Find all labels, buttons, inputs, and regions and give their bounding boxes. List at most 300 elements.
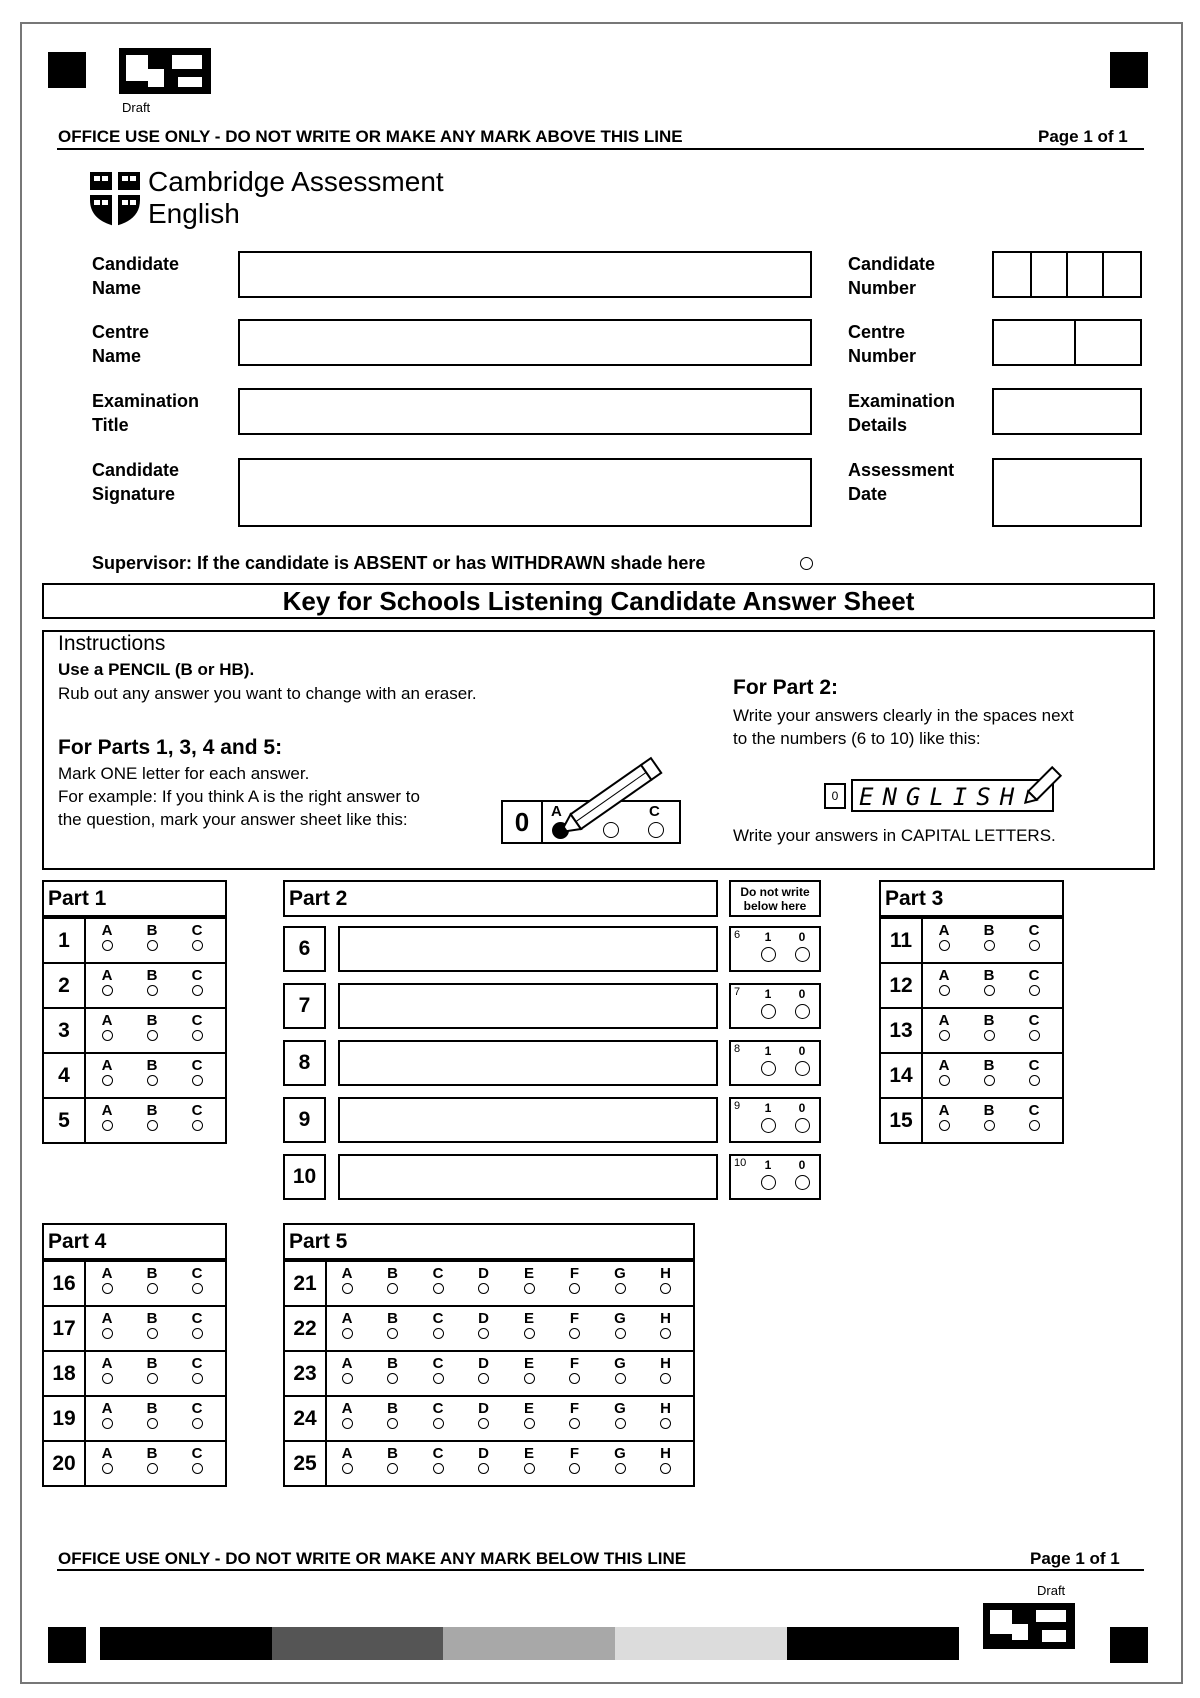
part5-option-bubble[interactable] (524, 1463, 535, 1474)
part5-option-letter: D (478, 1400, 489, 1417)
part2-marker-number: 9 (734, 1100, 741, 1112)
part5-option-bubble[interactable] (660, 1418, 671, 1429)
part1-option-bubble[interactable] (147, 1030, 158, 1041)
part5-option-bubble[interactable] (569, 1328, 580, 1339)
part4-option-bubble[interactable] (147, 1328, 158, 1339)
part3-option-bubble[interactable] (1029, 940, 1040, 951)
part1-option-bubble[interactable] (147, 940, 158, 951)
part5-option-d[interactable] (475, 1401, 493, 1432)
part5-option-e[interactable] (520, 1311, 538, 1342)
part5-option-bubble[interactable] (387, 1418, 398, 1429)
part1-question-number: 4 (44, 1054, 86, 1097)
part2-mark-label: 0 (798, 1101, 806, 1115)
draft-label-top: Draft (122, 100, 151, 115)
part3-option-c[interactable] (1025, 1103, 1043, 1134)
part4-option-bubble[interactable] (147, 1418, 158, 1429)
part2-mark-bubble (795, 1118, 810, 1133)
part4-option-bubble[interactable] (192, 1328, 203, 1339)
part3-option-b[interactable] (980, 923, 998, 954)
part5-option-bubble[interactable] (524, 1373, 535, 1384)
pencil-icon (548, 752, 674, 842)
part5-option-letter: D (478, 1445, 489, 1462)
part4-option-a[interactable] (98, 1401, 116, 1432)
part1-option-bubble[interactable] (102, 1120, 113, 1131)
part4-option-bubble[interactable] (192, 1373, 203, 1384)
part3-option-b[interactable] (980, 968, 998, 999)
part5-option-g[interactable] (611, 1401, 629, 1432)
part5-option-letter: A (341, 1265, 353, 1282)
assessment-date-field[interactable] (992, 458, 1142, 527)
draft-label-bottom: Draft (1037, 1583, 1066, 1598)
part1-question-row (42, 1097, 227, 1144)
part5-option-b[interactable] (384, 1356, 402, 1387)
part5-option-e[interactable] (520, 1446, 538, 1477)
part4-option-b[interactable] (143, 1356, 161, 1387)
examination-details-field[interactable] (992, 388, 1142, 435)
part3-option-a[interactable] (935, 1103, 953, 1134)
part3-option-c[interactable] (1025, 968, 1043, 999)
part1-option-bubble[interactable] (147, 1075, 158, 1086)
part2-mark-0 (793, 931, 811, 964)
part5-option-f[interactable] (566, 1266, 584, 1297)
part5-option-bubble[interactable] (524, 1283, 535, 1294)
part5-option-c[interactable] (429, 1356, 447, 1387)
part5-option-bubble[interactable] (433, 1328, 444, 1339)
candidate-name-field[interactable] (238, 251, 812, 298)
part5-option-b[interactable] (384, 1311, 402, 1342)
part3-option-bubble[interactable] (939, 1030, 950, 1041)
part2-heading: For Part 2: (733, 676, 839, 699)
part2-mark-bubble (795, 1004, 810, 1019)
part4-option-b[interactable] (143, 1446, 161, 1477)
part2-marker-box (729, 1097, 821, 1143)
part3-question-row (879, 962, 1064, 1009)
part5-title: Part 5 (283, 1223, 695, 1260)
part4-option-bubble[interactable] (102, 1463, 113, 1474)
part5-option-letter: E (523, 1310, 534, 1327)
part2-question-number: 10 (283, 1154, 326, 1200)
part3-option-b[interactable] (980, 1013, 998, 1044)
part4-question-number: 20 (44, 1442, 86, 1485)
part4-option-letter: B (146, 1265, 158, 1282)
part1-option-bubble[interactable] (192, 1075, 203, 1086)
part1-option-c[interactable] (188, 1013, 206, 1044)
part1-option-letter: B (146, 1102, 158, 1119)
part1-option-a[interactable] (98, 923, 116, 954)
part1-question-row (42, 1052, 227, 1099)
part5-option-d[interactable] (475, 1311, 493, 1342)
part5-option-h[interactable] (657, 1401, 675, 1432)
registration-mark-top-right (1110, 52, 1148, 88)
candidate-number-field[interactable] (992, 251, 1142, 298)
part1-option-bubble[interactable] (102, 1030, 113, 1041)
part1-option-bubble[interactable] (102, 985, 113, 996)
part3-option-letter: B (983, 967, 995, 984)
part1-option-c[interactable] (188, 968, 206, 999)
part1-option-a[interactable] (98, 968, 116, 999)
part2-mark-bubble (795, 1061, 810, 1076)
part5-option-bubble[interactable] (387, 1463, 398, 1474)
part5-option-e[interactable] (520, 1266, 538, 1297)
part5-option-b[interactable] (384, 1446, 402, 1477)
part2-marker-box (729, 1154, 821, 1200)
part1-option-bubble[interactable] (192, 940, 203, 951)
part1-option-c[interactable] (188, 1103, 206, 1134)
part5-option-bubble[interactable] (433, 1418, 444, 1429)
part5-option-bubble[interactable] (660, 1283, 671, 1294)
part3-option-a[interactable] (935, 1013, 953, 1044)
part3-option-bubble[interactable] (984, 1030, 995, 1041)
part4-option-a[interactable] (98, 1356, 116, 1387)
candidate-name-label: Candidate Name (92, 254, 180, 298)
part5-option-bubble[interactable] (478, 1418, 489, 1429)
part3-option-letter: A (938, 1012, 950, 1029)
part4-option-letter: A (101, 1265, 113, 1282)
part1-option-a[interactable] (98, 1058, 116, 1089)
part5-option-bubble[interactable] (660, 1463, 671, 1474)
part4-option-letter: B (146, 1355, 158, 1372)
part1-option-b[interactable] (143, 923, 161, 954)
part1-option-letter: C (191, 967, 203, 984)
part1-question-number: 3 (44, 1009, 86, 1052)
part3-option-letter: C (1028, 967, 1040, 984)
part5-option-b[interactable] (384, 1266, 402, 1297)
part5-option-bubble[interactable] (387, 1283, 398, 1294)
part5-option-a[interactable] (338, 1401, 356, 1432)
part5-option-bubble[interactable] (569, 1418, 580, 1429)
part3-option-b[interactable] (980, 1058, 998, 1089)
part2-answer-field[interactable] (338, 1040, 718, 1086)
part5-option-letter: F (569, 1310, 580, 1327)
part5-option-bubble[interactable] (615, 1463, 626, 1474)
part4-option-a[interactable] (98, 1311, 116, 1342)
part1-option-bubble[interactable] (192, 1120, 203, 1131)
part4-option-bubble[interactable] (192, 1418, 203, 1429)
part5-option-e[interactable] (520, 1356, 538, 1387)
part3-option-letter: A (938, 922, 950, 939)
part4-question-number: 17 (44, 1307, 86, 1350)
part2-answer-field[interactable] (338, 1154, 718, 1200)
part1-option-letter: C (191, 922, 203, 939)
part1-option-a[interactable] (98, 1103, 116, 1134)
part4-question-row (42, 1260, 227, 1307)
part5-option-f[interactable] (566, 1446, 584, 1477)
candidate-signature-field[interactable] (238, 458, 812, 527)
part4-option-bubble[interactable] (102, 1418, 113, 1429)
part5-option-bubble[interactable] (524, 1418, 535, 1429)
supervisor-instruction: Supervisor: If the candidate is ABSENT or has WITHDRAWN shade here (92, 553, 706, 573)
part3-option-bubble[interactable] (984, 940, 995, 951)
part5-option-b[interactable] (384, 1401, 402, 1432)
part5-option-bubble[interactable] (569, 1373, 580, 1384)
part5-option-f[interactable] (566, 1311, 584, 1342)
part2-mark-bubble (761, 947, 776, 962)
part5-option-a[interactable] (338, 1311, 356, 1342)
part2-mark-bubble (761, 1061, 776, 1076)
part3-option-a[interactable] (935, 968, 953, 999)
part5-option-letter: C (432, 1310, 444, 1327)
part5-option-c[interactable] (429, 1401, 447, 1432)
centre-name-field[interactable] (238, 319, 812, 366)
part5-option-bubble[interactable] (433, 1373, 444, 1384)
part1-option-bubble[interactable] (102, 1075, 113, 1086)
part5-option-bubble[interactable] (342, 1418, 353, 1429)
part5-question-row (283, 1395, 695, 1442)
part2-mark-label: 0 (798, 930, 806, 944)
part4-question-number: 16 (44, 1262, 86, 1305)
sheet-title: Key for Schools Listening Candidate Answer Sheet (282, 586, 915, 616)
part5-option-bubble[interactable] (569, 1283, 580, 1294)
part3-option-bubble[interactable] (1029, 1075, 1040, 1086)
part3-option-c[interactable] (1025, 1013, 1043, 1044)
part5-option-g[interactable] (611, 1266, 629, 1297)
part4-option-bubble[interactable] (102, 1283, 113, 1294)
centre-name-label: Centre Name (92, 322, 150, 366)
part5-option-e[interactable] (520, 1401, 538, 1432)
part5-option-bubble[interactable] (524, 1328, 535, 1339)
candidate-signature-label: Candidate Signature (92, 460, 180, 504)
part5-option-letter: G (614, 1310, 626, 1327)
part4-option-c[interactable] (188, 1446, 206, 1477)
logo-line-1: Cambridge Assessment (148, 166, 444, 197)
part5-option-bubble[interactable] (342, 1328, 353, 1339)
part1-option-bubble[interactable] (147, 985, 158, 996)
part5-option-bubble[interactable] (478, 1283, 489, 1294)
part4-option-c[interactable] (188, 1311, 206, 1342)
calibration-bar-light-grey (615, 1627, 787, 1660)
part3-option-a[interactable] (935, 923, 953, 954)
part3-option-bubble[interactable] (984, 985, 995, 996)
part5-option-bubble[interactable] (387, 1373, 398, 1384)
part2-mark-bubble (761, 1175, 776, 1190)
part5-option-bubble[interactable] (615, 1328, 626, 1339)
part2-line2: to the numbers (6 to 10) like this: (733, 729, 981, 748)
part4-option-c[interactable] (188, 1401, 206, 1432)
part5-option-c[interactable] (429, 1311, 447, 1342)
part3-title: Part 3 (879, 880, 1064, 917)
part3-question-row (879, 1007, 1064, 1054)
part2-mark-label: 1 (764, 987, 772, 1001)
part5-option-bubble[interactable] (660, 1328, 671, 1339)
part2-mark-0 (793, 988, 811, 1021)
part5-option-letter: F (569, 1400, 580, 1417)
part2-answer-field[interactable] (338, 926, 718, 972)
part3-option-c[interactable] (1025, 923, 1043, 954)
part2-mark-bubble (795, 1175, 810, 1190)
part4-option-a[interactable] (98, 1446, 116, 1477)
part2-answer-field[interactable] (338, 983, 718, 1029)
part5-option-bubble[interactable] (433, 1463, 444, 1474)
part1-option-b[interactable] (143, 1013, 161, 1044)
part3-option-letter: B (983, 1012, 995, 1029)
part5-question-number: 22 (285, 1307, 327, 1350)
part3-option-letter: A (938, 967, 950, 984)
part5-option-bubble[interactable] (615, 1418, 626, 1429)
part1-option-b[interactable] (143, 968, 161, 999)
part2-mark-bubble (761, 1118, 776, 1133)
part4-option-bubble[interactable] (192, 1463, 203, 1474)
part5-option-bubble[interactable] (615, 1373, 626, 1384)
office-use-top: OFFICE USE ONLY - DO NOT WRITE OR MAKE ANY MARK ABOVE THIS LINE (58, 127, 683, 146)
part4-option-bubble[interactable] (102, 1328, 113, 1339)
calibration-bar-black (100, 1627, 272, 1660)
part4-option-a[interactable] (98, 1266, 116, 1297)
part3-option-b[interactable] (980, 1103, 998, 1134)
part5-option-bubble[interactable] (342, 1283, 353, 1294)
part5-option-letter: D (478, 1265, 489, 1282)
part5-option-bubble[interactable] (342, 1463, 353, 1474)
part2-mark-bubble (761, 1004, 776, 1019)
part5-option-a[interactable] (338, 1446, 356, 1477)
part5-option-letter: E (523, 1445, 534, 1462)
part5-option-letter: F (569, 1445, 580, 1462)
part3-option-letter: A (938, 1057, 950, 1074)
part5-option-h[interactable] (657, 1266, 675, 1297)
part3-option-bubble[interactable] (1029, 1030, 1040, 1041)
part3-option-bubble[interactable] (1029, 1120, 1040, 1131)
part1-question-row (42, 917, 227, 964)
part4-option-letter: C (191, 1445, 203, 1462)
centre-number-field[interactable] (992, 319, 1142, 366)
part5-option-a[interactable] (338, 1266, 356, 1297)
part2-answer-field[interactable] (338, 1097, 718, 1143)
part3-question-row (879, 1097, 1064, 1144)
part2-line1: Write your answers clearly in the spaces next (733, 706, 1074, 725)
part3-option-letter: C (1028, 1012, 1040, 1029)
part4-option-b[interactable] (143, 1401, 161, 1432)
part5-option-g[interactable] (611, 1446, 629, 1477)
part4-option-bubble[interactable] (147, 1373, 158, 1384)
absent-bubble[interactable] (800, 557, 813, 570)
part1-option-letter: A (101, 922, 113, 939)
part5-option-letter: F (569, 1265, 580, 1282)
part3-option-letter: C (1028, 1057, 1040, 1074)
part3-question-number: 12 (881, 964, 923, 1007)
part5-option-letter: G (614, 1355, 626, 1372)
part3-option-bubble[interactable] (939, 1075, 950, 1086)
part1-option-bubble[interactable] (102, 940, 113, 951)
part4-question-number: 19 (44, 1397, 86, 1440)
centre-number-label: Centre Number (848, 322, 917, 366)
example-number: 0 (503, 802, 543, 842)
part1-option-c[interactable] (188, 923, 206, 954)
part5-option-h[interactable] (657, 1311, 675, 1342)
part1-option-bubble[interactable] (192, 985, 203, 996)
part5-option-bubble[interactable] (478, 1373, 489, 1384)
part3-option-bubble[interactable] (939, 1120, 950, 1131)
barcode-glyph-top (118, 47, 212, 95)
capitals-instruction: Write your answers in CAPITAL LETTERS. (733, 826, 1056, 845)
part5-option-letter: B (387, 1310, 398, 1327)
parts1345-heading: For Parts 1, 3, 4 and 5: (58, 736, 283, 759)
part5-option-letter: F (569, 1355, 580, 1372)
registration-mark-bottom-right (1110, 1627, 1148, 1663)
part4-option-letter: C (191, 1355, 203, 1372)
part5-option-g[interactable] (611, 1311, 629, 1342)
part4-option-b[interactable] (143, 1311, 161, 1342)
part1-question-number: 1 (44, 919, 86, 962)
part5-option-bubble[interactable] (342, 1373, 353, 1384)
part5-option-bubble[interactable] (387, 1328, 398, 1339)
part5-option-bubble[interactable] (433, 1283, 444, 1294)
part2-marker-box (729, 1040, 821, 1086)
examination-title-field[interactable] (238, 388, 812, 435)
part4-option-b[interactable] (143, 1266, 161, 1297)
part2-marker-box (729, 983, 821, 1029)
part5-option-a[interactable] (338, 1356, 356, 1387)
part2-mark-0 (793, 1159, 811, 1192)
part3-option-letter: B (983, 922, 995, 939)
part4-question-number: 18 (44, 1352, 86, 1395)
part5-option-f[interactable] (566, 1356, 584, 1387)
part3-option-bubble[interactable] (1029, 985, 1040, 996)
part5-option-d[interactable] (475, 1266, 493, 1297)
part2-mark-1 (759, 1102, 777, 1135)
part5-option-bubble[interactable] (478, 1463, 489, 1474)
part5-option-d[interactable] (475, 1356, 493, 1387)
pencil-small-icon (1018, 763, 1068, 807)
part5-option-bubble[interactable] (660, 1373, 671, 1384)
example-letter-c: C (649, 803, 660, 820)
part3-question-number: 15 (881, 1099, 923, 1142)
part2-question-number: 7 (283, 983, 326, 1029)
part5-option-letter: B (387, 1400, 398, 1417)
part1-option-c[interactable] (188, 1058, 206, 1089)
part3-option-c[interactable] (1025, 1058, 1043, 1089)
part5-option-letter: B (387, 1265, 398, 1282)
parts1345-line3: the question, mark your answer sheet like this: (58, 810, 408, 829)
part4-option-bubble[interactable] (147, 1463, 158, 1474)
part2-mark-1 (759, 931, 777, 964)
part4-option-bubble[interactable] (102, 1373, 113, 1384)
part5-option-h[interactable] (657, 1446, 675, 1477)
part5-option-c[interactable] (429, 1446, 447, 1477)
office-use-bottom: OFFICE USE ONLY - DO NOT WRITE OR MAKE ANY MARK BELOW THIS LINE (58, 1549, 687, 1568)
instructions-rubout: Rub out any answer you want to change with an eraser. (58, 684, 477, 703)
part1-option-letter: A (101, 967, 113, 984)
part5-option-bubble[interactable] (478, 1328, 489, 1339)
part1-option-bubble[interactable] (192, 1030, 203, 1041)
part5-option-bubble[interactable] (615, 1283, 626, 1294)
part5-option-bubble[interactable] (569, 1463, 580, 1474)
part5-option-g[interactable] (611, 1356, 629, 1387)
part5-option-letter: A (341, 1400, 353, 1417)
part3-option-bubble[interactable] (984, 1075, 995, 1086)
part3-option-bubble[interactable] (939, 940, 950, 951)
part1-option-letter: A (101, 1012, 113, 1029)
part4-option-bubble[interactable] (147, 1283, 158, 1294)
part5-option-letter: H (660, 1355, 671, 1372)
part1-option-a[interactable] (98, 1013, 116, 1044)
part3-option-bubble[interactable] (939, 985, 950, 996)
part5-option-h[interactable] (657, 1356, 675, 1387)
part5-option-f[interactable] (566, 1401, 584, 1432)
part5-option-d[interactable] (475, 1446, 493, 1477)
part4-option-bubble[interactable] (192, 1283, 203, 1294)
barcode-glyph-bottom (982, 1602, 1076, 1650)
part3-option-bubble[interactable] (984, 1120, 995, 1131)
part4-option-c[interactable] (188, 1356, 206, 1387)
part5-option-c[interactable] (429, 1266, 447, 1297)
part1-option-bubble[interactable] (147, 1120, 158, 1131)
part1-option-b[interactable] (143, 1103, 161, 1134)
example-word: ENGLISH (859, 783, 1024, 811)
part2-mark-label: 0 (798, 1158, 806, 1172)
part4-option-c[interactable] (188, 1266, 206, 1297)
part3-option-a[interactable] (935, 1058, 953, 1089)
part2-title: Part 2 (283, 880, 718, 917)
part1-option-b[interactable] (143, 1058, 161, 1089)
